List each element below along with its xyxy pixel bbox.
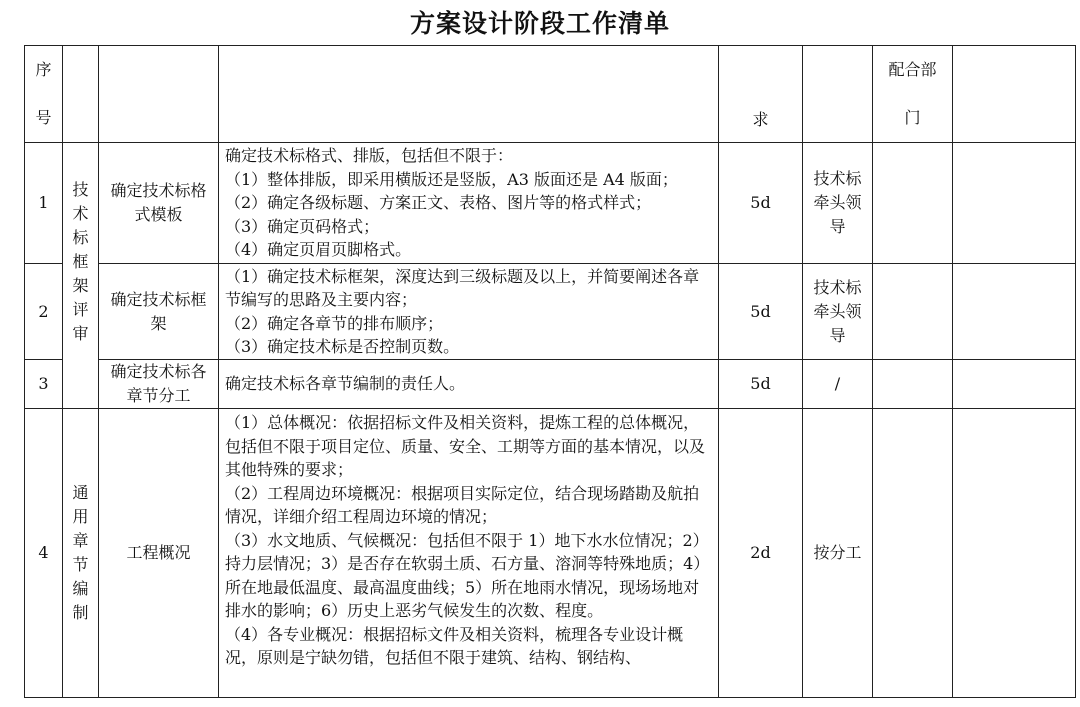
table-row xyxy=(25,409,1076,698)
row-dept xyxy=(873,143,953,264)
header-item xyxy=(99,46,219,143)
row-owner: 技术标牵头领导 xyxy=(803,264,873,360)
row-number: 1 xyxy=(25,143,63,264)
table-header-row xyxy=(25,46,1076,143)
row-number: 2 xyxy=(25,264,63,360)
row-item: 确定技术标框架 xyxy=(99,264,219,360)
row-owner: / xyxy=(803,360,873,409)
row-content: 确定技术标各章节编制的责任人。 xyxy=(219,360,719,409)
row-item: 确定技术标各章节分工 xyxy=(99,360,219,409)
header-content xyxy=(219,46,719,143)
row-dept xyxy=(873,409,953,698)
header-owner xyxy=(803,46,873,143)
row-time: 5d xyxy=(719,360,803,409)
row-content: （1）确定技术标框架，深度达到三级标题及以上，并简要阐述各章节编写的思路及主要内容； （2）确定各章节的排布顺序； （3）确定技术标是否控制页数。 xyxy=(219,264,719,360)
row-owner: 技术标牵头领导 xyxy=(803,143,873,264)
header-dept: 配合部 门 xyxy=(873,46,953,143)
category-cell-general xyxy=(63,409,99,698)
row-remark xyxy=(953,143,1076,264)
page-title: 方案设计阶段工作清单 xyxy=(409,9,670,38)
row-item: 工程概况 xyxy=(99,409,219,698)
header-remark xyxy=(953,46,1076,143)
header-seq: 序 号 xyxy=(25,46,63,143)
header-category xyxy=(63,46,99,143)
row-time: 2d xyxy=(719,409,803,698)
row-content: （1）总体概况：依据招标文件及相关资料，提炼工程的总体概况，包括但不限于项目定位、质量、安全、工期等方面的基本情况，以及其他特殊的要求； （2）工程周边环境概况：根据项目实际定位，结合现场踏勘及航拍情况，详细介绍工程周边环境的情况； （3）水文地质、气候概况：包括但不限于 1）地下水水位情况；2）持力层情况；3）是否存在软弱土质、石方量、溶洞等特殊地质；4）所在地最低温度、最高温度曲线；5）所在地雨水情况，现场场地对排水的影响；6）历史上恶劣气候发生的次数、程度。 （4）各专业概况：根据招标文件及相关资料，梳理各专业设计概况，原则是宁缺勿错，包括但不限于建筑、结构、钢结构、 xyxy=(219,409,719,698)
row-dept xyxy=(873,360,953,409)
row-remark xyxy=(953,264,1076,360)
row-remark xyxy=(953,409,1076,698)
header-requirement: 求 xyxy=(719,46,803,143)
row-item: 确定技术标格式模板 xyxy=(99,143,219,264)
category-label: 技术标框架评审 xyxy=(72,179,89,343)
category-cell-framework xyxy=(63,143,99,409)
table-row xyxy=(25,143,1076,264)
row-number: 3 xyxy=(25,360,63,409)
table-row xyxy=(25,360,1076,409)
table-row xyxy=(25,264,1076,360)
row-owner: 按分工 xyxy=(803,409,873,698)
row-number: 4 xyxy=(25,409,63,698)
row-time: 5d xyxy=(719,264,803,360)
row-content: 确定技术标格式、排版，包括但不限于： （1）整体排版，即采用横版还是竖版，A3 版面还是 A4 版面； （2）确定各级标题、方案正文、表格、图片等的格式样式； （3）确定页码格式； （4）确定页眉页脚格式。 xyxy=(219,143,719,264)
row-dept xyxy=(873,264,953,360)
category-label: 通用章节编制 xyxy=(72,483,89,622)
row-time: 5d xyxy=(719,143,803,264)
row-remark xyxy=(953,360,1076,409)
work-list-table xyxy=(24,45,1076,698)
